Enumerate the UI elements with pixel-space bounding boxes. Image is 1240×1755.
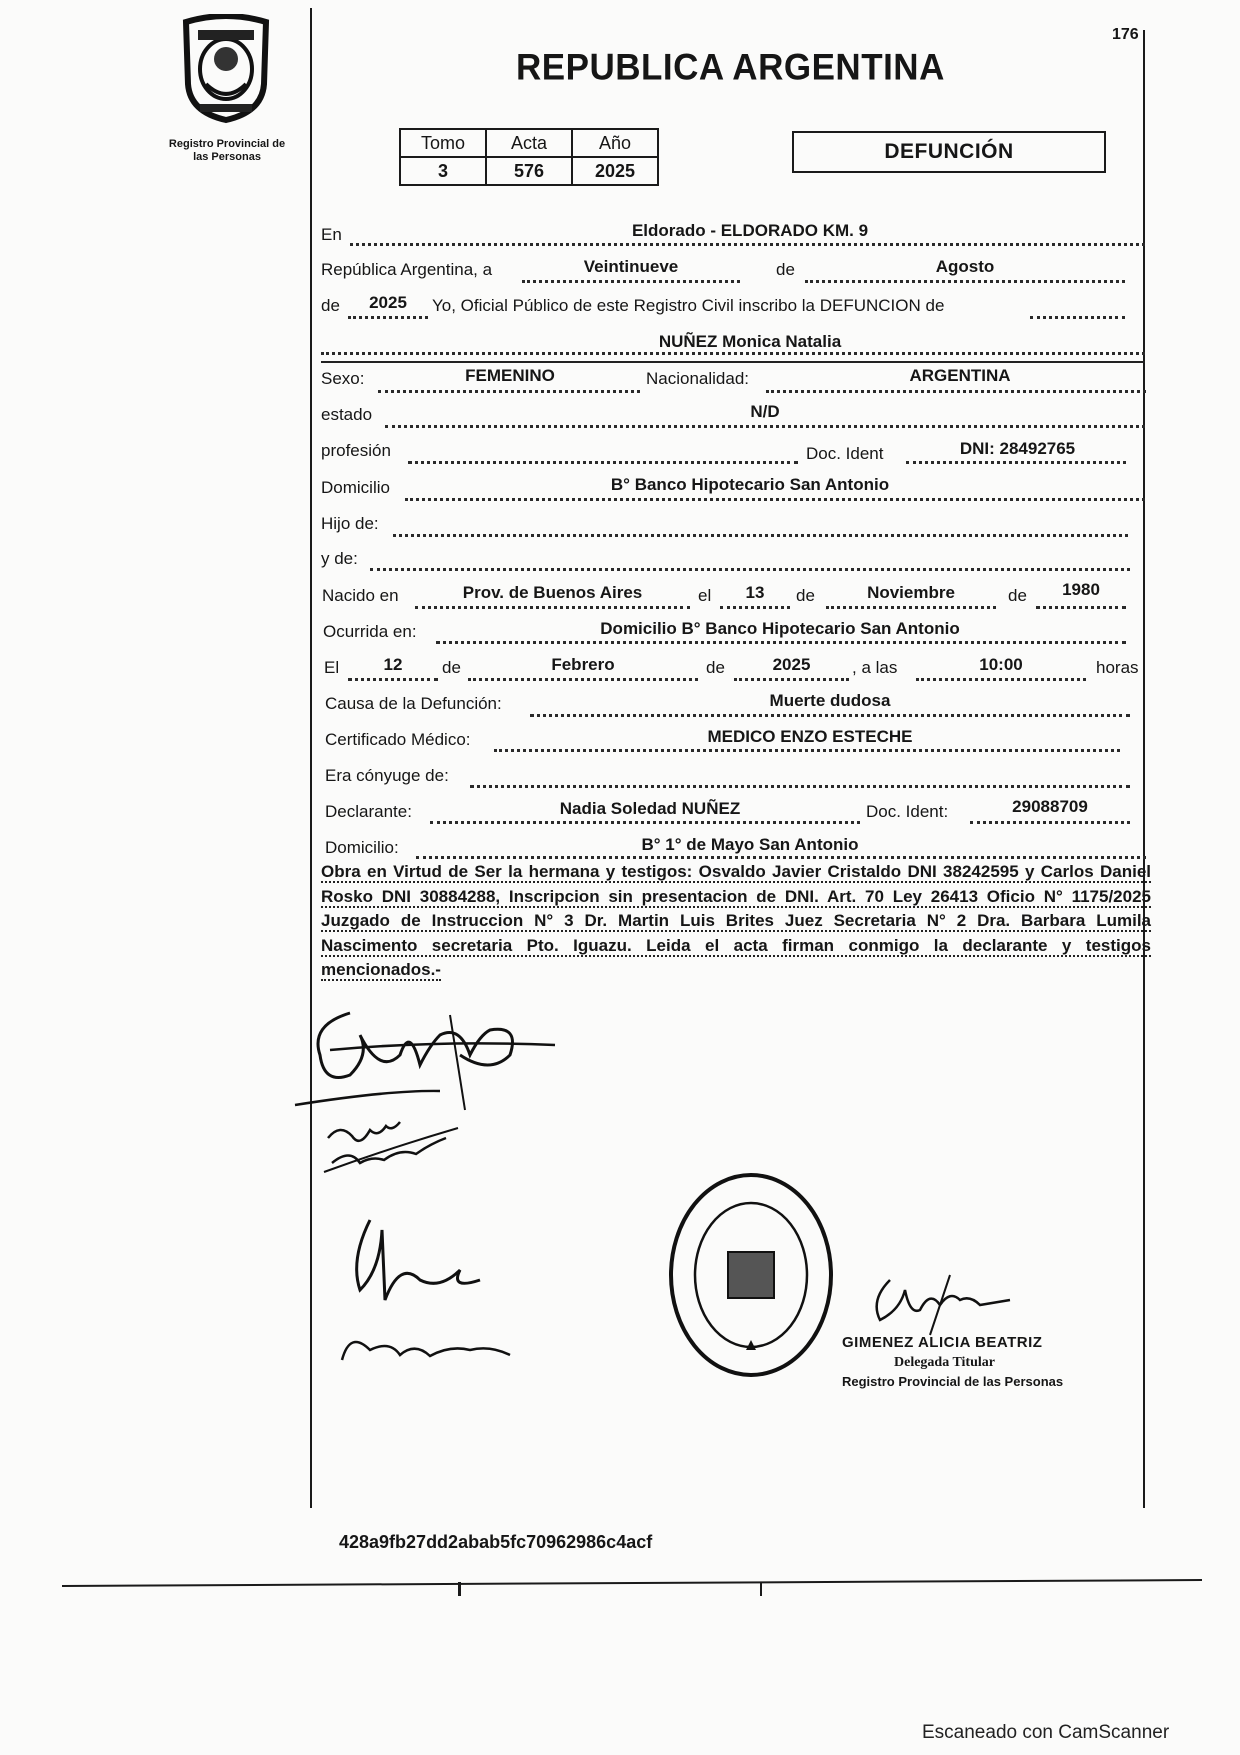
certificado-label: Certificado Médico: — [325, 730, 471, 749]
defuncion-dia-line — [348, 678, 438, 681]
nacido-mes-value: Noviembre — [867, 583, 955, 602]
doc-ident-value: DNI: 28492765 — [959, 439, 1076, 458]
estado-value: N/D — [750, 402, 780, 421]
obra-paragraph — [321, 860, 1151, 983]
dia-line — [522, 280, 740, 283]
ocurrida-value: Domicilio B° Banco Hipotecario San Antonio — [600, 619, 960, 638]
defuncion-el-label: El — [324, 658, 340, 677]
nacido-lugar-line — [415, 606, 690, 609]
left-margin-line — [310, 8, 312, 1508]
sexo-value: FEMENINO — [465, 366, 555, 385]
declarante-doc-value: 29088709 — [1012, 797, 1088, 816]
conyuge-label: Era cónyuge de: — [325, 766, 449, 785]
doc-ident-line — [906, 461, 1126, 464]
document-title: REPUBLICA ARGENTINA — [516, 47, 945, 88]
domicilio-line — [405, 498, 1145, 501]
estado-line — [385, 425, 1145, 428]
nacionalidad-label: Nacionalidad: — [646, 369, 750, 388]
declarante-line — [430, 821, 860, 824]
hora-value: 10:00 — [979, 655, 1023, 674]
nacido-el-label: el — [698, 586, 712, 605]
declarante-signature — [290, 995, 570, 1115]
acta-label: Acta — [486, 129, 572, 157]
bottom-rule — [62, 1579, 1202, 1587]
declarante-doc-label: Doc. Ident: — [866, 802, 949, 821]
dia-inscripcion-value: Veintinueve — [583, 257, 679, 276]
scanner-watermark: Escaneado con CamScanner — [922, 1722, 1170, 1743]
nacido-dia-line — [720, 606, 790, 609]
testigo2-signature — [340, 1210, 540, 1370]
ocurrida-label: Ocurrida en: — [323, 622, 417, 641]
bottom-tick-right — [760, 1582, 762, 1596]
defuncion-anio-line — [734, 678, 849, 681]
mes-line — [805, 280, 1125, 283]
profesion-line — [408, 461, 798, 464]
record-type-box: DEFUNCIÓN — [792, 131, 1106, 173]
declarante-domicilio-value: B° 1° de Mayo San Antonio — [641, 835, 859, 854]
registro-seal — [666, 1170, 836, 1380]
certificado-value: MEDICO ENZO ESTECHE — [707, 727, 913, 746]
y-de-line — [370, 568, 1130, 571]
oficial-nombre: GIMENEZ ALICIA BEATRIZ — [842, 1334, 1043, 1351]
obra-texto: Obra en Virtud de Ser la hermana y testigos: Osvaldo Javier Cristaldo DNI 38242595 y Carlos Daniel Rosko DNI 30884288, Inscripcion sin presentacion de DNI. Art. 70 Ley 26413 Oficio N° 1175/2025 Juzgado de Instruccion N° 3 Dr. Martin Luis Brites Juez Secretaria N° 2 Dra. Barbara Lumila Nascimento secretaria Pto. Iguazu. Leida el acta firman conmigo la declarante y testigos mencionados.- — [321, 862, 1151, 979]
causa-label: Causa de la Defunción: — [325, 694, 502, 713]
causa-line — [530, 714, 1130, 717]
nacido-dia-value: 13 — [745, 583, 765, 602]
domicilio-label: Domicilio — [321, 478, 390, 497]
hijo-de-label: Hijo de: — [321, 514, 379, 533]
nombre-line — [321, 352, 1145, 355]
lugar-value: Eldorado - ELDORADO KM. 9 — [631, 221, 869, 240]
defuncion-de2-label: de — [706, 658, 725, 677]
nacido-de2-label: de — [1008, 586, 1027, 605]
anio-line — [348, 316, 428, 319]
nacido-anio-value: 1980 — [1062, 580, 1100, 599]
horas-label: horas — [1096, 658, 1139, 677]
declarante-label: Declarante: — [325, 802, 412, 821]
de-label-1: de — [776, 260, 795, 279]
mes-inscripcion-value: Agosto — [935, 257, 995, 276]
domicilio-value: B° Banco Hipotecario San Antonio — [610, 475, 890, 494]
certificado-line — [494, 749, 1120, 752]
provincial-shield-emblem — [176, 14, 276, 124]
a-las-label: , a las — [852, 658, 898, 677]
anio-inscripcion-value: 2025 — [369, 293, 407, 312]
texto-tail-line — [1030, 316, 1125, 319]
fecha-inscripcion-label: República Argentina, a — [321, 260, 493, 279]
anio-label: Año — [572, 129, 658, 157]
nacionalidad-line — [766, 390, 1146, 393]
nacionalidad-value: ARGENTINA — [909, 366, 1011, 385]
document-hash: 428a9fb27dd2abab5fc70962986c4acf — [339, 1532, 653, 1552]
declarante-nombre: Nadia Soledad NUÑEZ — [559, 799, 741, 818]
tomo-label: Tomo — [400, 129, 486, 157]
oficial-cargo: Delegada Titular — [894, 1355, 995, 1370]
section-separator — [321, 361, 1145, 363]
defuncion-mes-value: Febrero — [551, 655, 615, 674]
fallecido-nombre: NUÑEZ Monica Natalia — [658, 332, 842, 351]
tomo-value: 3 — [400, 157, 486, 185]
declarante-domicilio-label: Domicilio: — [325, 838, 399, 857]
bottom-tick-left — [458, 1582, 461, 1596]
defuncion-mes-line — [468, 678, 698, 681]
anio-value: 2025 — [572, 157, 658, 185]
registro-line-2: las Personas — [193, 151, 261, 163]
testigo1-signature — [320, 1108, 460, 1178]
declarante-doc-line — [970, 821, 1130, 824]
registro-line-1: Registro Provincial de — [168, 138, 286, 150]
sexo-label: Sexo: — [321, 369, 365, 388]
doc-ident-label: Doc. Ident — [806, 444, 884, 463]
lugar-line — [350, 243, 1145, 246]
hora-line — [916, 678, 1086, 681]
defuncion-anio-value: 2025 — [772, 655, 811, 674]
inscripcion-texto: Yo, Oficial Público de este Registro Civil inscribo la DEFUNCION de — [432, 296, 945, 315]
nacido-mes-line — [826, 606, 996, 609]
nacido-en-label: Nacido en — [322, 586, 399, 605]
de-label-2: de — [321, 296, 340, 315]
registro-provincial-label — [152, 138, 302, 164]
hijo-de-line — [393, 534, 1128, 537]
lugar-label: En — [321, 225, 342, 244]
conyuge-line — [470, 785, 1130, 788]
reference-table — [399, 128, 659, 186]
declarante-domicilio-line — [416, 856, 1146, 859]
defuncion-de-label: de — [442, 658, 461, 677]
nacido-anio-line — [1036, 606, 1126, 609]
nacido-lugar-value: Prov. de Buenos Aires — [462, 583, 643, 602]
y-de-label: y de: — [321, 549, 358, 568]
page-number: 176 — [1112, 26, 1139, 43]
acta-value: 576 — [486, 157, 572, 185]
oficial-signature — [850, 1270, 1030, 1340]
estado-label: estado — [321, 405, 373, 424]
nacido-de-label: de — [796, 586, 815, 605]
defuncion-dia-value: 12 — [383, 655, 403, 674]
oficial-registro: Registro Provincial de las Personas — [842, 1374, 1064, 1389]
right-margin-line — [1143, 30, 1145, 1508]
sexo-line — [378, 390, 640, 393]
profesion-label: profesión — [321, 441, 391, 460]
causa-value: Muerte dudosa — [769, 691, 891, 710]
ocurrida-line — [436, 641, 1126, 644]
